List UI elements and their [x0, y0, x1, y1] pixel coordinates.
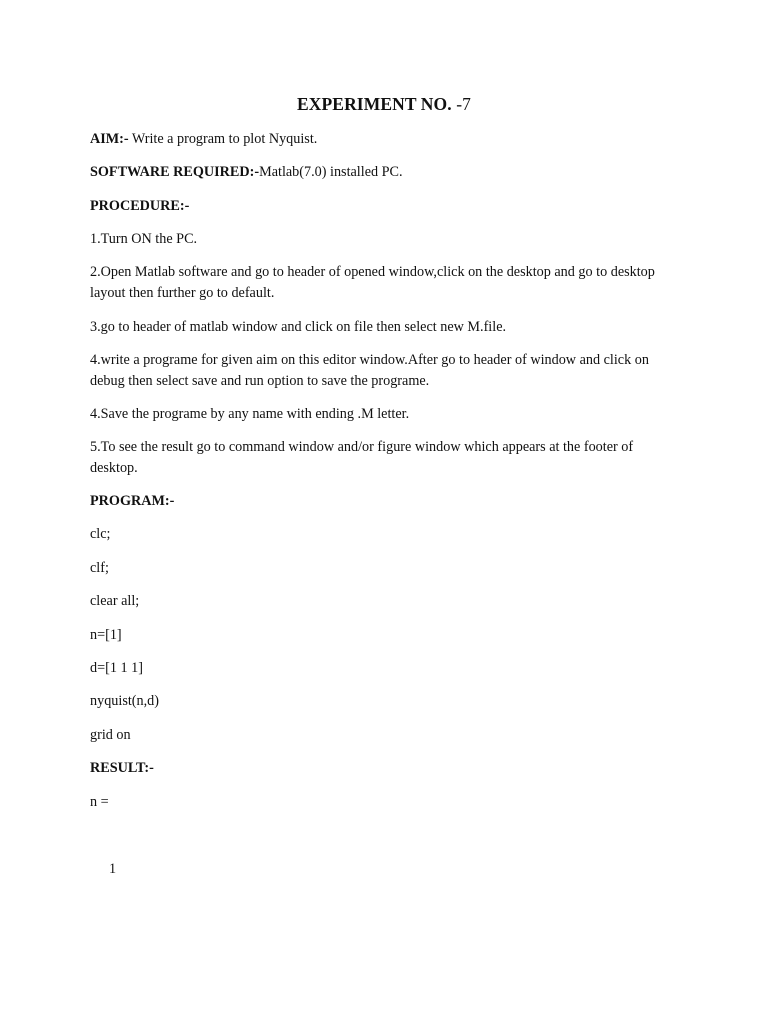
- procedure-step-1: 1.Turn ON the PC.: [90, 231, 198, 247]
- procedure-step-6: 5.To see the result go to command window and/or figure window which appears at the footer of desktop.: [90, 439, 634, 476]
- procedure-step-5: 4.Save the programe by any name with ending .M letter.: [90, 406, 410, 422]
- software-label: SOFTWARE REQUIRED:-: [90, 164, 260, 180]
- title-number: -7: [456, 94, 471, 114]
- program-line: clear all;: [90, 593, 140, 609]
- program-line: grid on: [90, 727, 131, 743]
- program-line: clf;: [90, 560, 109, 576]
- result-variable: n =: [90, 794, 109, 810]
- procedure-heading: PROCEDURE:-: [90, 198, 190, 214]
- program-heading: PROGRAM:-: [90, 493, 175, 509]
- result-value: 1: [109, 861, 117, 877]
- software-line: [90, 162, 403, 183]
- aim-label: AIM:-: [90, 131, 129, 147]
- aim-line: [90, 129, 317, 150]
- result-heading: RESULT:-: [90, 760, 154, 776]
- procedure-step-4: 4.write a programe for given aim on this editor window.After go to header of window and click on debug then select save and run option to save the programe.: [90, 352, 649, 389]
- aim-text: Write a program to plot Nyquist.: [128, 131, 318, 147]
- software-text: Matlab(7.0) installed PC.: [259, 164, 403, 180]
- procedure-step-3: 3.go to header of matlab window and click on file then select new M.file.: [90, 319, 507, 335]
- procedure-step-2: 2.Open Matlab software and go to header of opened window,click on the desktop and go to desktop layout then further go to default.: [90, 264, 655, 301]
- page-title: [0, 94, 768, 115]
- program-line: n=[1]: [90, 627, 122, 643]
- program-line: nyquist(n,d): [90, 693, 159, 709]
- program-line: d=[1 1 1]: [90, 660, 143, 676]
- title-main: EXPERIMENT NO.: [297, 94, 452, 114]
- program-line: clc;: [90, 526, 111, 542]
